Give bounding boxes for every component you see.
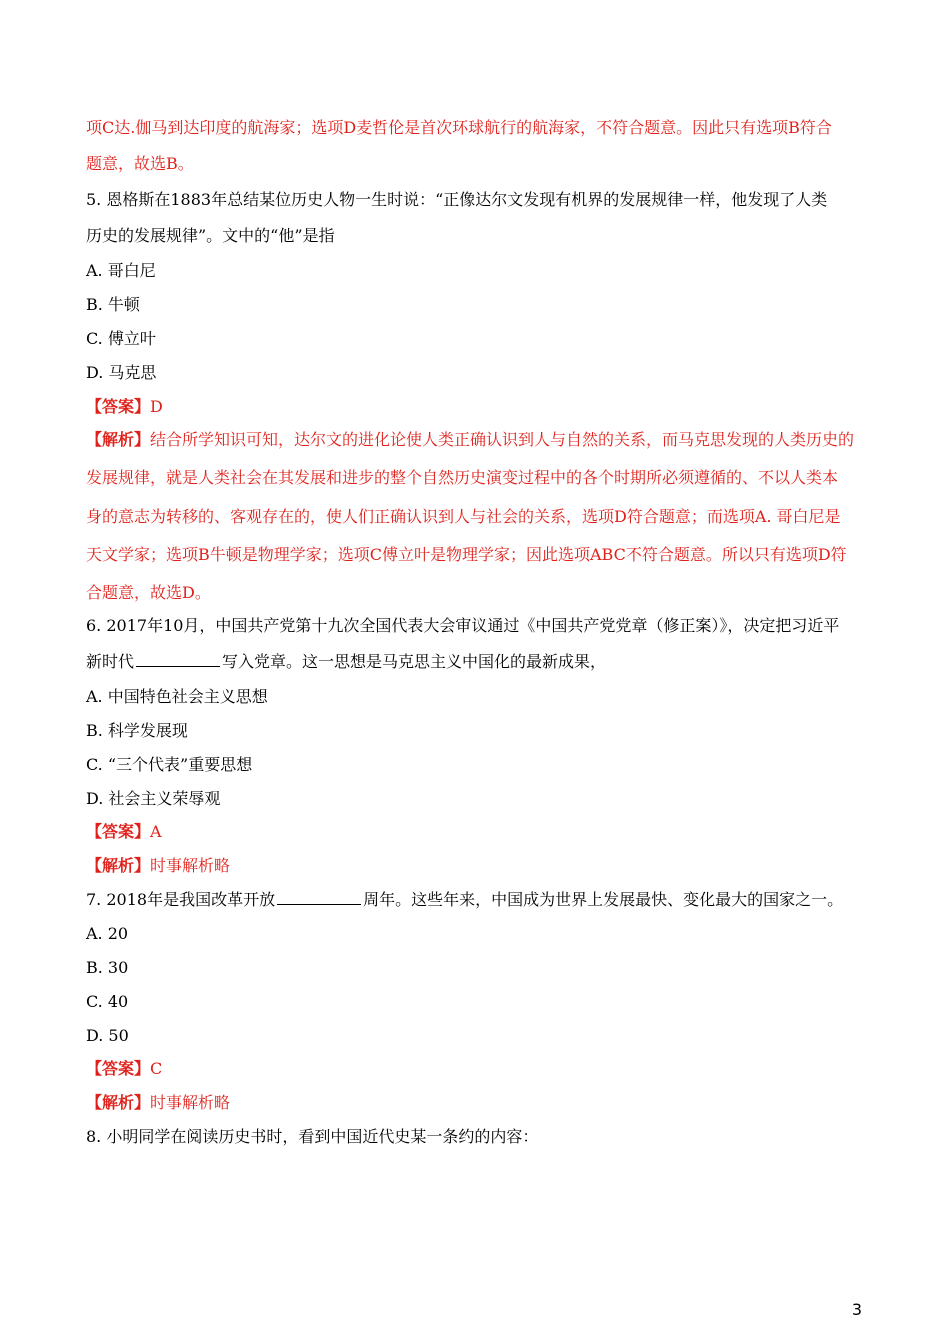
q6-analysis xyxy=(86,856,230,876)
q7-answer xyxy=(86,1059,162,1079)
q5-analysis-line-5: 合题意，故选D。 xyxy=(86,583,211,602)
q7-option-a: A. 20 xyxy=(86,924,129,943)
analysis-text: 时事解析略 xyxy=(150,1093,231,1112)
q5-analysis-line-4: 天文学家；选项B牛顿是物理学家；选项C傅立叶是物理学家；因此选项ABC不符合题意。所以只有选项D符 xyxy=(86,545,847,564)
q7-option-d: D. 50 xyxy=(86,1026,129,1045)
q6-option-c: C. “三个代表”重要思想 xyxy=(86,755,253,774)
q5-analysis-line-2: 发展规律，就是人类社会在其发展和进步的整个自然历史演变过程中的各个时期所必须遵循的、不以人类本 xyxy=(86,468,839,487)
fill-blank xyxy=(136,652,220,667)
q7-option-c: C. 40 xyxy=(86,992,129,1011)
q7-option-b: B. 30 xyxy=(86,958,129,977)
page-number: 3 xyxy=(851,1300,862,1319)
answer-value: D xyxy=(150,397,163,416)
q7-stem-post: 周年。这些年来，中国成为世界上发展最快、变化最大的国家之一。 xyxy=(363,890,844,909)
analysis-label: 【解析】 xyxy=(86,1093,151,1112)
q6-stem-line-1: 6. 2017年10月，中国共产党第十九次全国代表大会审议通过《中国共产党党章（修正案）》，决定把习近平 xyxy=(86,616,840,635)
q7-analysis xyxy=(86,1093,230,1113)
answer-value: A xyxy=(150,822,162,841)
prev-analysis-line-1: 项C达.伽马到达印度的航海家；选项D麦哲伦是首次环球航行的航海家，不符合题意。因此只有选项B符合 xyxy=(86,118,832,137)
answer-label: 【答案】 xyxy=(86,397,151,416)
q6-option-d: D. 社会主义荣辱观 xyxy=(86,789,221,808)
q5-stem-line-2: 历史的发展规律”。文中的“他”是指 xyxy=(86,226,335,245)
q5-option-b: B. 牛顿 xyxy=(86,295,140,314)
analysis-text: 时事解析略 xyxy=(150,856,231,875)
analysis-label: 【解析】 xyxy=(86,430,151,449)
q5-option-d: D. 马克思 xyxy=(86,363,157,382)
q6-stem-line-2 xyxy=(86,652,606,672)
q6-stem-pre: 新时代 xyxy=(86,652,135,671)
q5-analysis-line-1 xyxy=(86,430,854,450)
answer-value: C xyxy=(150,1059,163,1078)
q5-option-a: A. 哥白尼 xyxy=(86,261,156,280)
q8-stem: 8. 小明同学在阅读历史书时，看到中国近代史某一条约的内容： xyxy=(86,1127,539,1146)
q6-option-a: A. 中国特色社会主义思想 xyxy=(86,687,268,706)
prev-analysis-line-2: 题意，故选B。 xyxy=(86,154,194,173)
q5-stem-line-1: 5. 恩格斯在1883年总结某位历史人物一生时说：“正像达尔文发现有机界的发展规律一样，他发现了人类 xyxy=(86,190,828,209)
q5-answer xyxy=(86,397,163,417)
q6-option-b: B. 科学发展现 xyxy=(86,721,188,740)
q6-stem-post: 写入党章。这一思想是马克思主义中国化的最新成果， xyxy=(222,652,607,671)
q5-option-c: C. 傅立叶 xyxy=(86,329,156,348)
fill-blank xyxy=(277,890,361,905)
q7-stem xyxy=(86,890,843,910)
q7-stem-pre: 7. 2018年是我国改革开放 xyxy=(86,890,276,909)
q5-analysis-line-3: 身的意志为转移的、客观存在的，使人们正确认识到人与社会的关系，选项D符合题意；而选项A. 哥白尼是 xyxy=(86,507,841,526)
analysis-text: 结合所学知识可知，达尔文的进化论使人类正确认识到人与自然的关系，而马克思发现的人类历史的 xyxy=(150,430,855,449)
answer-label: 【答案】 xyxy=(86,822,151,841)
q6-answer xyxy=(86,822,162,842)
answer-label: 【答案】 xyxy=(86,1059,151,1078)
analysis-label: 【解析】 xyxy=(86,856,151,875)
